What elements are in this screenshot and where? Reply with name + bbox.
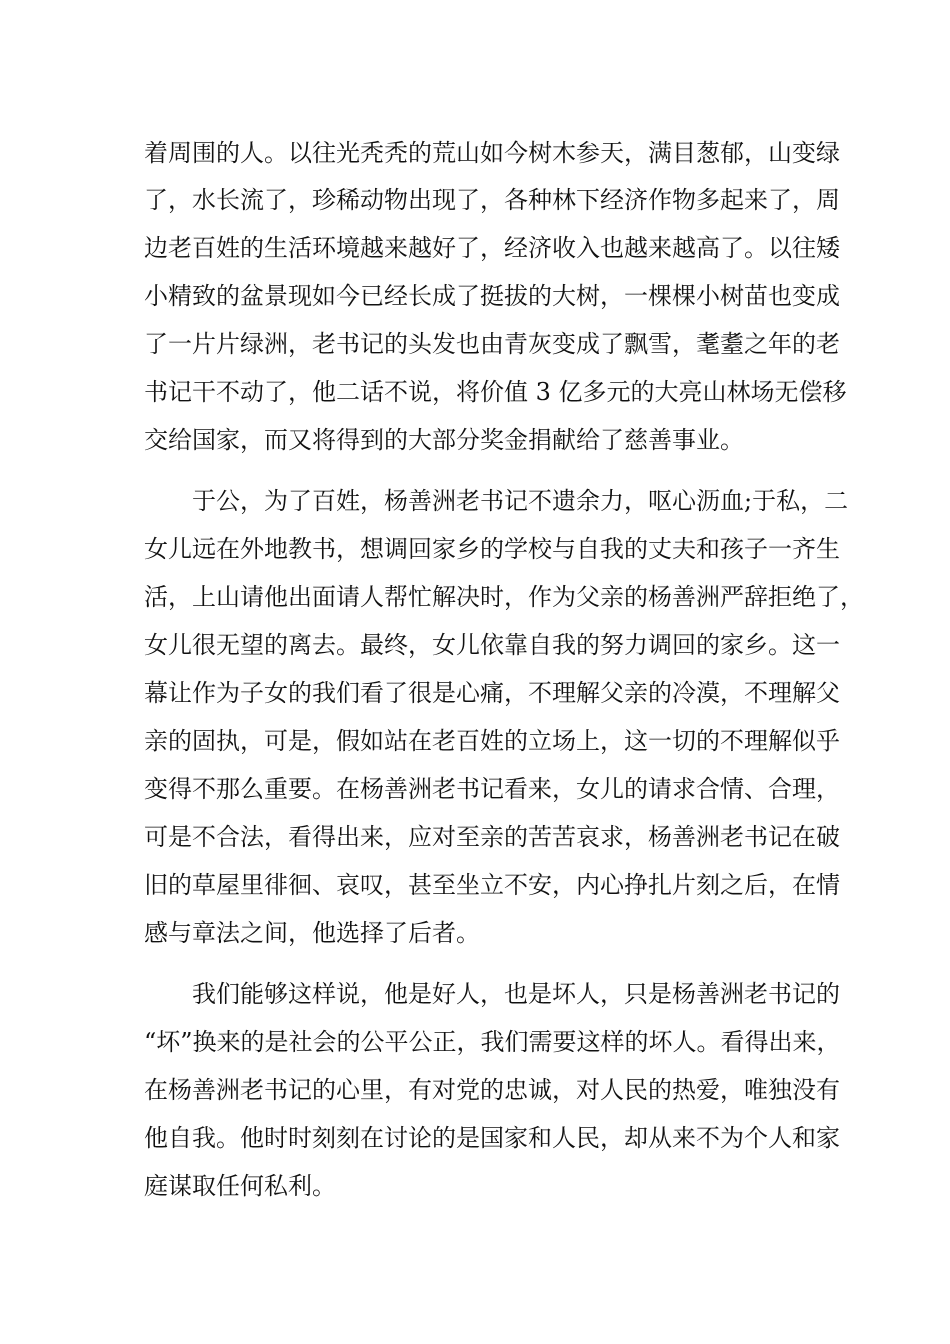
paragraph-1-line-4: 小精致的盆景现如今已经长成了挺拔的大树，一棵棵小树苗也变成: [144, 282, 840, 310]
paragraph-1-line-6: 书记干不动了，他二话不说，将价值 3 亿多元的大亮山林场无偿移: [144, 378, 847, 406]
paragraph-1-line-2: 了，水长流了，珍稀动物出现了，各种林下经济作物多起来了，周: [144, 186, 840, 214]
paragraph-2-line-4: 女儿很无望的离去。最终，女儿依靠自我的努力调回的家乡。这一: [144, 631, 840, 659]
paragraph-2-line-6: 亲的固执，可是，假如站在老百姓的立场上，这一切的不理解似乎: [144, 727, 840, 755]
paragraph-2-line-3: 活，上山请他出面请人帮忙解决时，作为父亲的杨善洲严辞拒绝了，: [144, 583, 864, 611]
paragraph-2-line-9: 旧的草屋里徘徊、哀叹，甚至坐立不安，内心挣扎片刻之后，在情: [144, 871, 840, 899]
paragraph-2-line-8: 可是不合法，看得出来，应对至亲的苦苦哀求，杨善洲老书记在破: [144, 823, 840, 851]
paragraph-3-line-4: 他自我。他时时刻刻在讨论的是国家和人民，却从来不为个人和家: [144, 1124, 840, 1152]
paragraph-2-line-1: 于公，为了百姓，杨善洲老书记不遗余力，呕心沥血;于私，二: [192, 487, 849, 515]
paragraph-2-line-5: 幕让作为子女的我们看了很是心痛，不理解父亲的冷漠，不理解父: [144, 679, 840, 707]
paragraph-3-line-2: “坏”换来的是社会的公平公正，我们需要这样的坏人。看得出来，: [144, 1028, 841, 1056]
paragraph-3-line-1: 我们能够这样说，他是好人，也是坏人，只是杨善洲老书记的: [192, 980, 840, 1008]
paragraph-3-line-5: 庭谋取任何私利。: [144, 1172, 336, 1200]
paragraph-3-line-3: 在杨善洲老书记的心里，有对党的忠诚，对人民的热爱，唯独没有: [144, 1076, 840, 1104]
paragraph-1-line-7: 交给国家，而又将得到的大部分奖金捐献给了慈善事业。: [144, 426, 744, 454]
paragraph-1-line-3: 边老百姓的生活环境越来越好了，经济收入也越来越高了。以往矮: [144, 234, 840, 262]
paragraph-2-line-10: 感与章法之间，他选择了后者。: [144, 919, 480, 947]
paragraph-1-line-1: 着周围的人。以往光秃秃的荒山如今树木参天，满目葱郁，山变绿: [144, 139, 840, 167]
paragraph-2-line-7: 变得不那么重要。在杨善洲老书记看来，女儿的请求合情、合理，: [144, 775, 840, 803]
paragraph-2-line-2: 女儿远在外地教书，想调回家乡的学校与自我的丈夫和孩子一齐生: [144, 535, 840, 563]
paragraph-1-line-5: 了一片片绿洲，老书记的头发也由青灰变成了飘雪，耄耋之年的老: [144, 330, 840, 358]
